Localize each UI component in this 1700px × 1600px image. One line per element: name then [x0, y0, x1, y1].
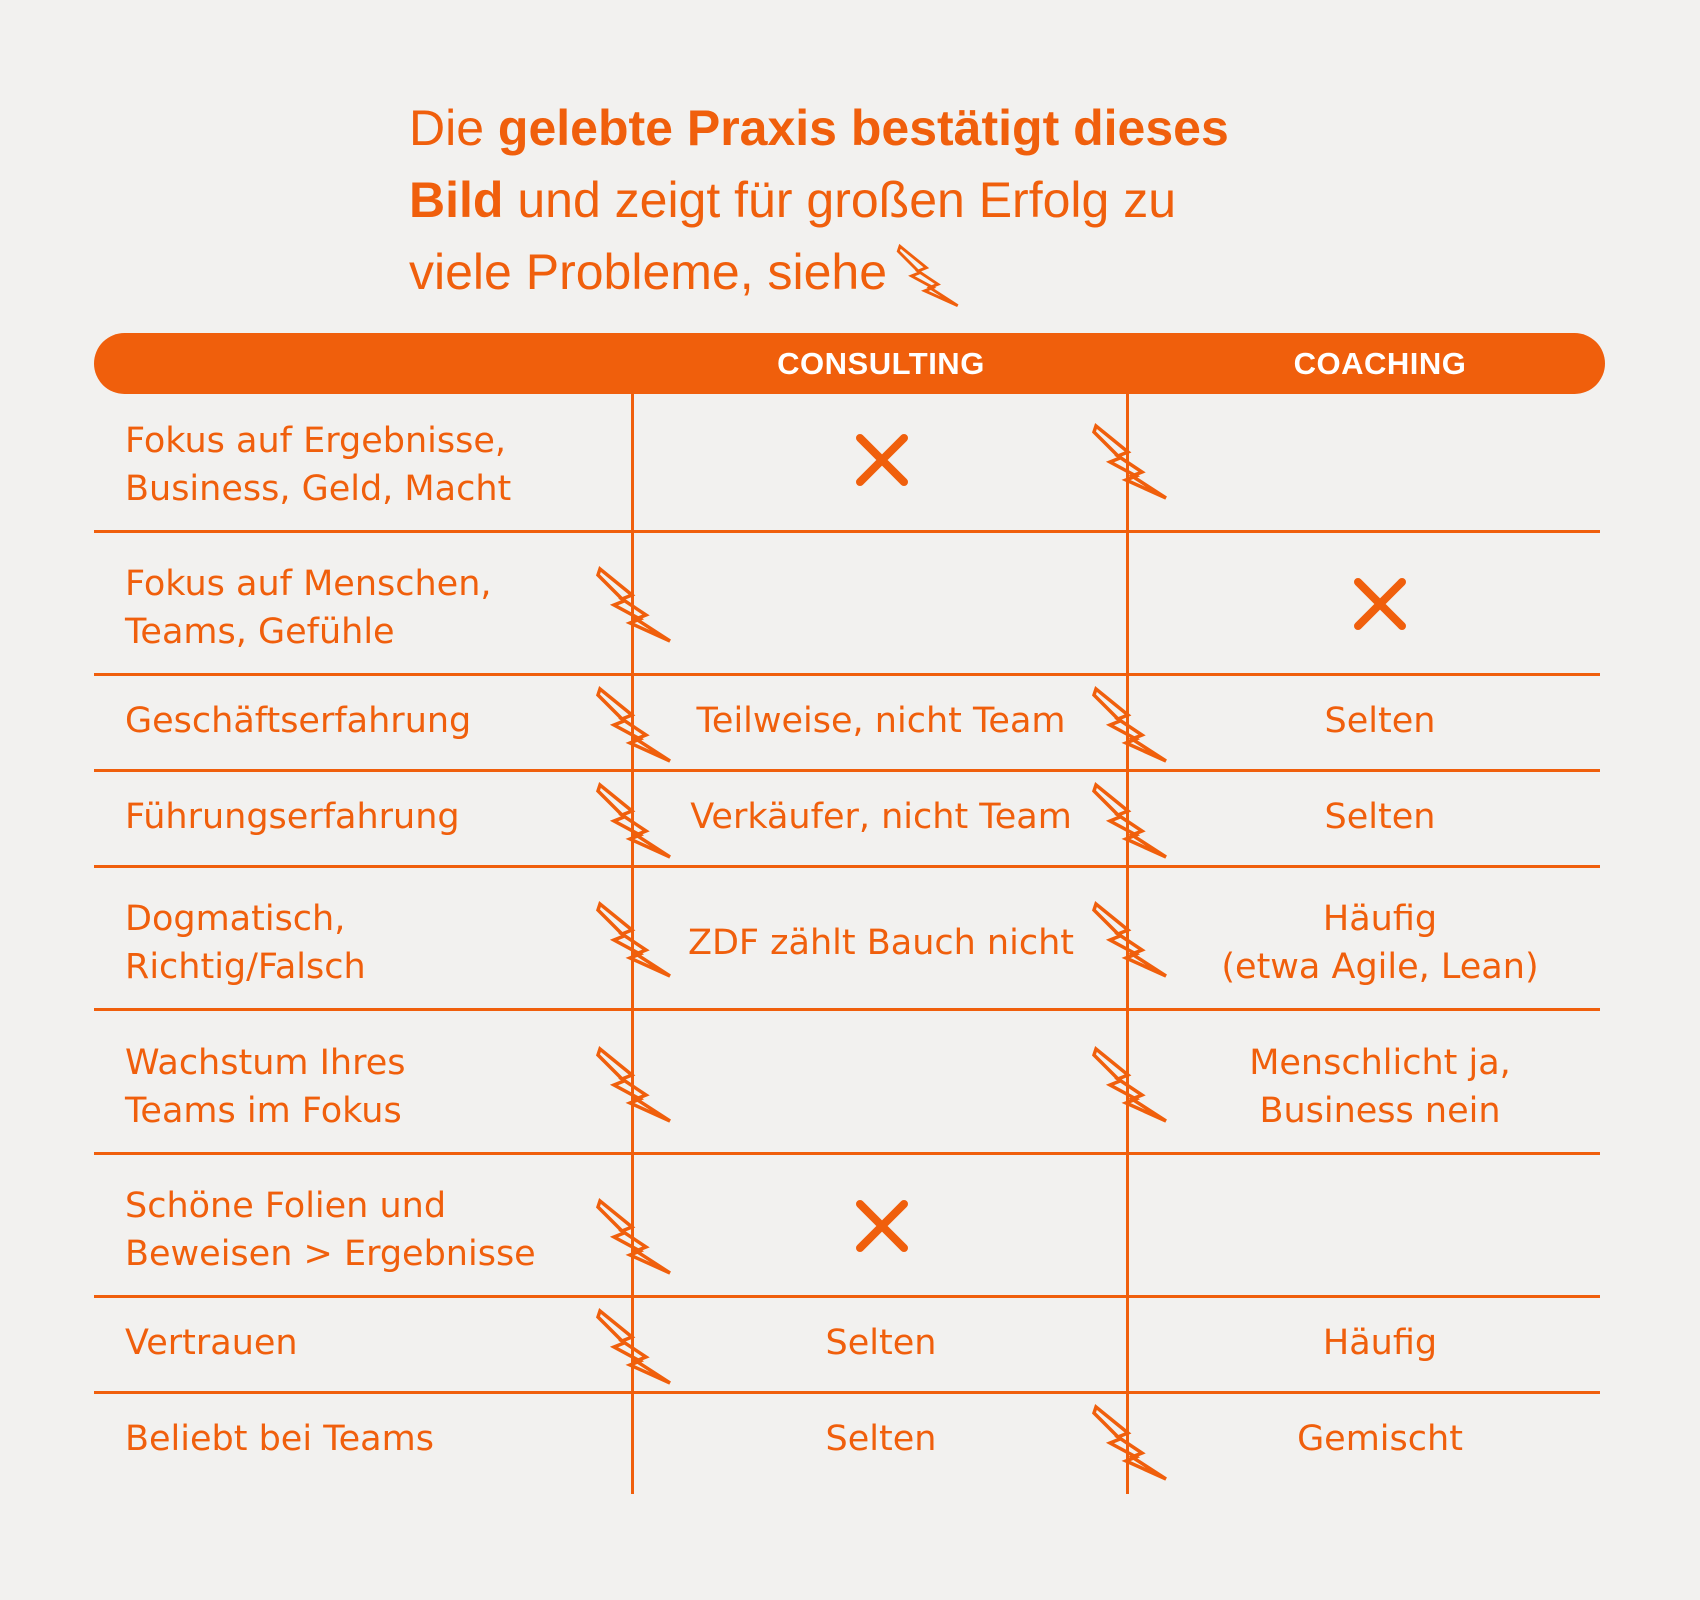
row-label: Fokus auf Ergebnisse, Business, Geld, Macht	[125, 421, 512, 509]
row-divider	[94, 1152, 1600, 1155]
coaching-cell: Häufig (etwa Agile, Lean)	[1221, 899, 1539, 987]
row-label: Führungserfahrung	[125, 797, 460, 837]
row-divider	[94, 530, 1600, 533]
row-label: Beliebt bei Teams	[125, 1419, 434, 1459]
row-divider	[94, 1391, 1600, 1394]
lightning-bolt-icon	[594, 565, 674, 645]
column-header-consulting: CONSULTING	[777, 346, 985, 381]
headline-part2: und zeigt für großen Erfolg zu	[503, 172, 1177, 228]
row-divider	[94, 1295, 1600, 1298]
coaching-cell: Menschlicht ja, Business nein	[1249, 1043, 1511, 1131]
coaching-cell: Gemischt	[1297, 1419, 1463, 1459]
row-divider	[94, 865, 1600, 868]
lightning-bolt-icon	[594, 1197, 674, 1277]
headline	[409, 92, 1389, 308]
x-mark-icon	[1350, 574, 1410, 634]
consulting-cell: Selten	[825, 1419, 937, 1459]
headline-part1: Die	[409, 100, 498, 156]
row-label: Schöne Folien und Beweisen > Ergebnisse	[125, 1186, 536, 1274]
lightning-bolt-icon	[895, 243, 961, 309]
coaching-cell: Häufig	[1322, 1323, 1438, 1363]
row-label: Dogmatisch, Richtig/Falsch	[125, 899, 366, 987]
consulting-cell: Selten	[825, 1323, 937, 1363]
row-label: Geschäftserfahrung	[125, 701, 472, 741]
consulting-cell: ZDF zählt Bauch nicht	[687, 923, 1074, 963]
row-label: Wachstum Ihres Teams im Fokus	[125, 1043, 406, 1131]
coaching-cell: Selten	[1324, 797, 1436, 837]
headline-part3: viele Probleme, siehe	[409, 244, 888, 300]
row-label: Vertrauen	[125, 1323, 298, 1363]
headline-bold2: Bild	[409, 172, 504, 228]
row-label: Fokus auf Menschen, Teams, Gefühle	[125, 564, 492, 652]
row-divider	[94, 1008, 1600, 1011]
column-header-coaching: COACHING	[1293, 346, 1467, 381]
x-mark-icon	[852, 430, 912, 490]
consulting-cell: Teilweise, nicht Team	[696, 701, 1066, 741]
consulting-cell: Verkäufer, nicht Team	[690, 797, 1072, 837]
coaching-cell: Selten	[1324, 701, 1436, 741]
row-divider	[94, 769, 1600, 772]
headline-bold1: gelebte Praxis bestätigt dieses	[497, 100, 1229, 156]
x-mark-icon	[852, 1196, 912, 1256]
lightning-bolt-icon	[1090, 422, 1170, 502]
row-divider	[94, 673, 1600, 676]
lightning-bolt-icon	[594, 1045, 674, 1125]
